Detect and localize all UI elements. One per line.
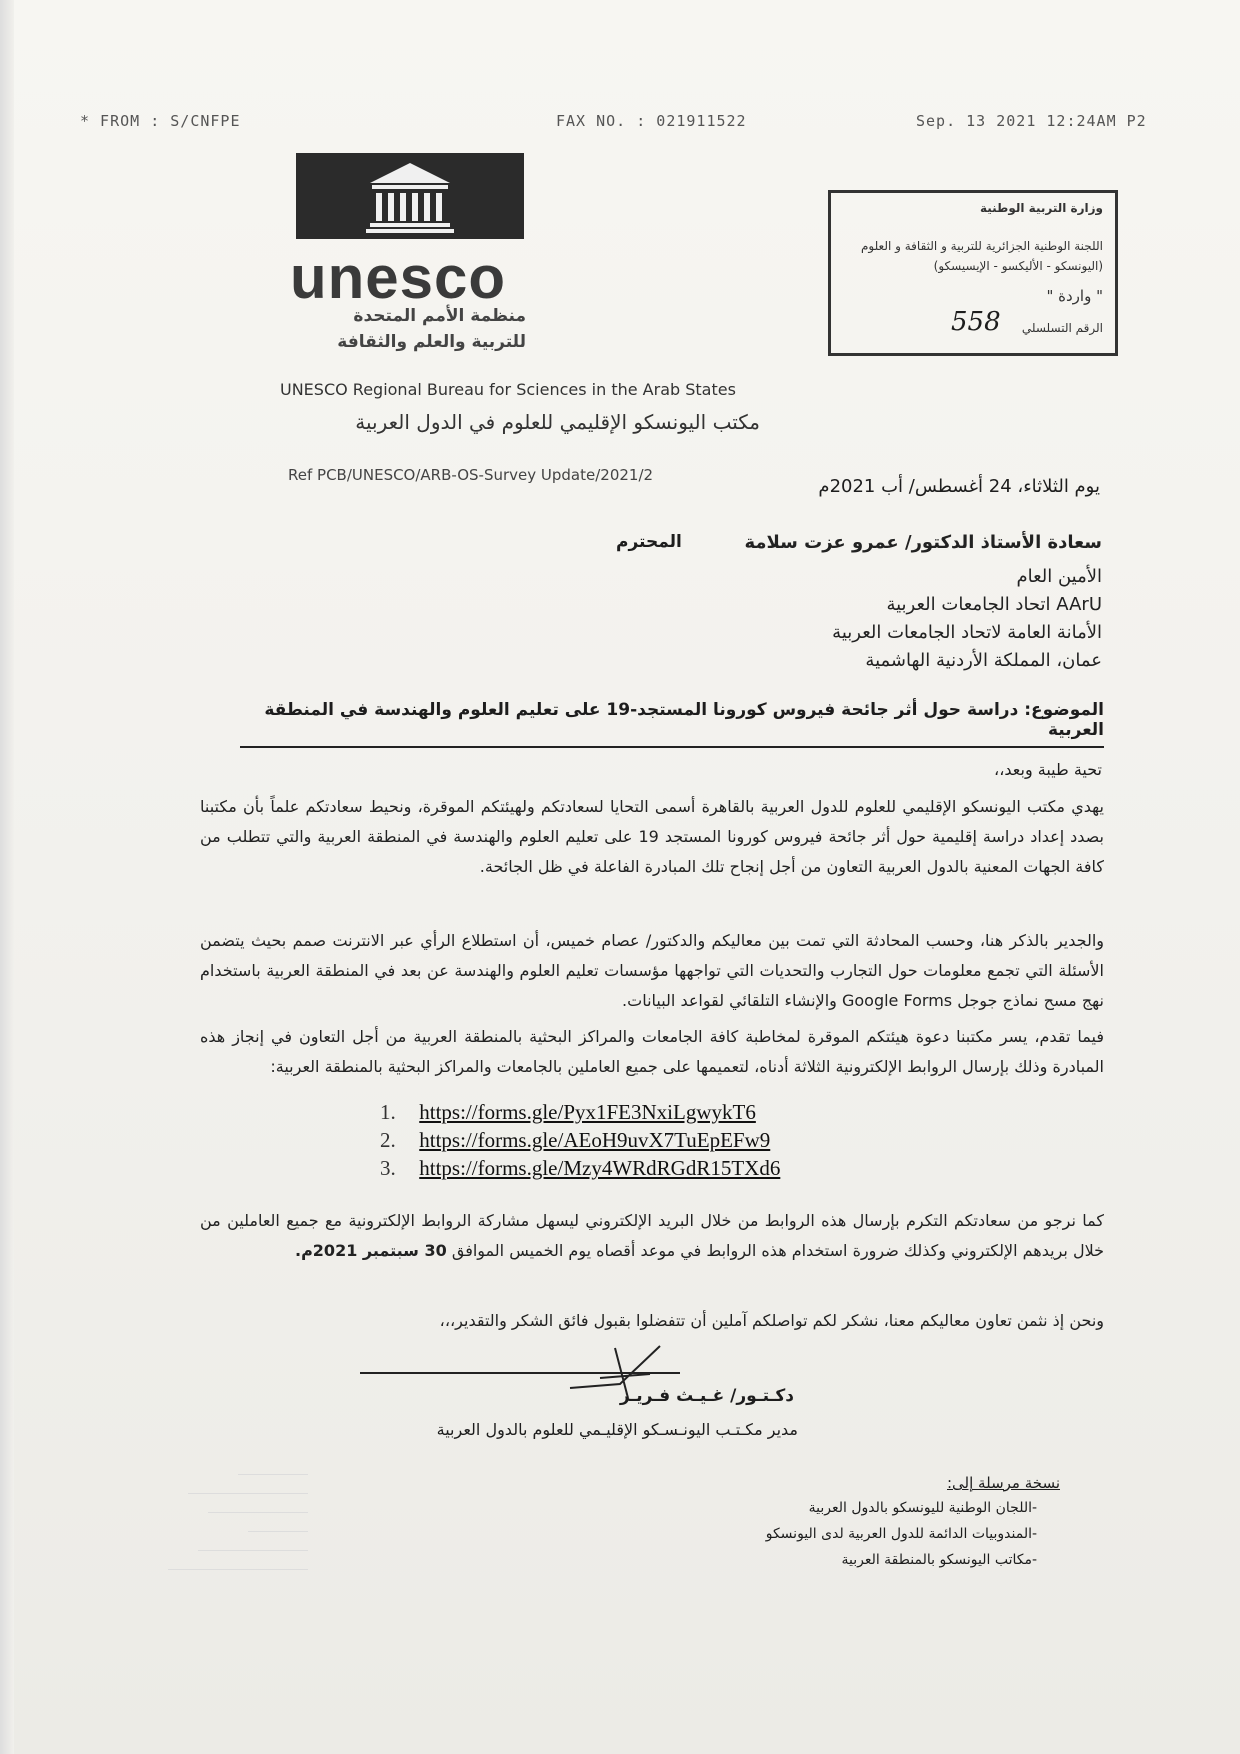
deadline-date: 30 سبتمبر 2021م. [294,1241,447,1260]
scan-edge-shadow [0,0,14,1754]
link-number: 3. [380,1156,396,1180]
survey-link-3[interactable]: https://forms.gle/Mzy4WRdRGdR15TXd6 [419,1156,781,1180]
letter-subject: الموضوع: دراسة حول أثر جائحة فيروس كورونا المستجد-19 على تعليم العلوم والهندسة في المنطقة العربية [240,700,1104,748]
addressee-secretariat: الأمانة العامة لاتحاد الجامعات العربية [832,622,1102,643]
survey-links-list [380,1100,880,1184]
stamp-line4: " واردة " [1046,287,1103,305]
list-item [380,1100,880,1128]
stamp-line1: وزارة التربية الوطنية [979,201,1103,215]
addressee-location: عمان، المملكة الأردنية الهاشمية [865,650,1102,671]
addressee-honorific: المحترم [616,532,682,552]
list-item [380,1128,880,1156]
logo-arabic-line2: للتربية والعلم والثقافة [337,332,526,352]
bureau-name-en: UNESCO Regional Bureau for Sciences in the Arab States [280,380,736,399]
faint-office-address [168,1462,318,1570]
survey-link-2[interactable]: https://forms.gle/AEoH9uvX7TuEpEFw9 [419,1128,771,1152]
paragraph-closing: ونحن إذ نثمن تعاون معاليكم معنا، نشكر لكم تواصلكم آملين أن تتفضلوا بقبول فائق الشكر والتقدير،،، [439,1311,1104,1330]
fax-from: * FROM : S/CNFPE [80,112,241,130]
stamp-number: 558 [951,307,1001,337]
request-text: كما نرجو من سعادتكم التكرم بإرسال هذه الروابط من خلال البريد الإلكتروني ليسهل مشاركة الروابط الإلكترونية مع جميع العاملين من خلال بريدهم الإلكتروني وكذلك ضرورة استخدام هذه الروابط في موعد أقصاه يوم الخميس الموافق [200,1211,1104,1260]
cc-dash-icon: - [1032,1552,1038,1568]
stamp-line5: الرقم التسلسلي [1021,321,1103,335]
link-number: 2. [380,1128,396,1152]
stamp-line2: اللجنة الوطنية الجزائرية للتربية و الثقافة و العلوم [860,239,1103,253]
signatory-title: مدير مكـتـب اليونـسـكو الإقليـمي للعلوم بالدول العربية [436,1420,798,1439]
cc-dash-icon: - [1032,1526,1038,1542]
paragraph-invitation: فيما تقدم، يسر مكتبنا دعوة هيئتكم الموقرة لمخاطبة كافة الجامعات والمراكز البحثية بالمنطقة العربية من أجل التعاون في إنجاز هذه المبادرة وذلك بإرسال الروابط الإلكترونية الثلاثة أدناه، لتعميمها على جميع العاملين بالجامعات والمراكز البحثية بالمنطقة العربية: [200,1027,1104,1076]
paragraph-request [200,1206,1104,1266]
bureau-name-ar: مكتب اليونسكو الإقليمي للعلوم في الدول العربية [355,410,760,434]
cc-item-1: اللجان الوطنية لليونسكو بالدول العربية [808,1500,1032,1516]
fax-date: Sep. 13 2021 12:24AM P2 [916,112,1147,130]
list-item [380,1156,880,1184]
link-number: 1. [380,1100,396,1124]
received-stamp [828,190,1118,356]
addressee-name: سعادة الأستاذ الدكتور/ عمرو عزت سلامة [744,532,1102,553]
letter-date: يوم الثلاثاء، 24 أغسطس/ أب 2021م [818,476,1100,497]
cc-item-2: المندوبيات الدائمة للدول العربية لدى اليونسكو [765,1526,1032,1542]
greeting: تحية طيبة وبعد،، [994,760,1102,779]
cc-label: نسخة مرسلة إلى: [947,1474,1060,1492]
unesco-wordmark: unesco [290,244,507,311]
signatory-name: دكـتـور/ غـيـث فـريـز [619,1386,794,1406]
addressee-org: اتحاد الجامعات العربية AArU [886,594,1102,615]
signature-line [360,1372,680,1374]
stamp-line3: (اليونسكو - الأليكسو - الإيسيسكو) [933,259,1103,273]
paragraph-intro: يهدي مكتب اليونسكو الإقليمي للعلوم للدول العربية بالقاهرة أسمى التحايا لسعادتكم ولهيئتكم الموقرة، ونحيط سعادتكم علماً بأن مكتبنا بصدد إعداد دراسة إقليمية حول أثر جائحة فيروس كورونا المستجد 19 على تعليم العلوم والهندسة في المنطقة العربية والتي تتطلب من كافة الجهات المعنية بالدول العربية التعاون من أجل إنجاح تلك المبادرة الفاعلة في ظل الجائحة. [200,797,1104,876]
logo-arabic-line1: منظمة الأمم المتحدة [353,306,526,326]
survey-link-1[interactable]: https://forms.gle/Pyx1FE3NxiLgwykT6 [419,1100,756,1124]
cc-item-3: مكاتب اليونسكو بالمنطقة العربية [841,1552,1032,1568]
fax-number: FAX NO. : 021911522 [556,112,747,130]
paragraph-survey: والجدير بالذكر هنا، وحسب المحادثة التي تمت بين معاليكم والدكتور/ عصام خميس، أن استطلاع الرأي عبر الانترنت صمم بحيث يتضمن الأسئلة التي تجمع معلومات حول التجارب والتحديات التي تواجهها مؤسسات تعليم العلوم والهندسة عن بعد في المنطقة العربية باستخدام نهج مسح نماذج جوجل Google Forms والإنشاء التلقائي لقواعد البيانات. [200,931,1104,1010]
reference-number: Ref PCB/UNESCO/ARB-OS-Survey Update/2021/2 [288,466,654,484]
cc-dash-icon: - [1032,1500,1038,1516]
addressee-title: الأمين العام [1016,566,1102,587]
unesco-temple-logo-icon [296,153,524,239]
